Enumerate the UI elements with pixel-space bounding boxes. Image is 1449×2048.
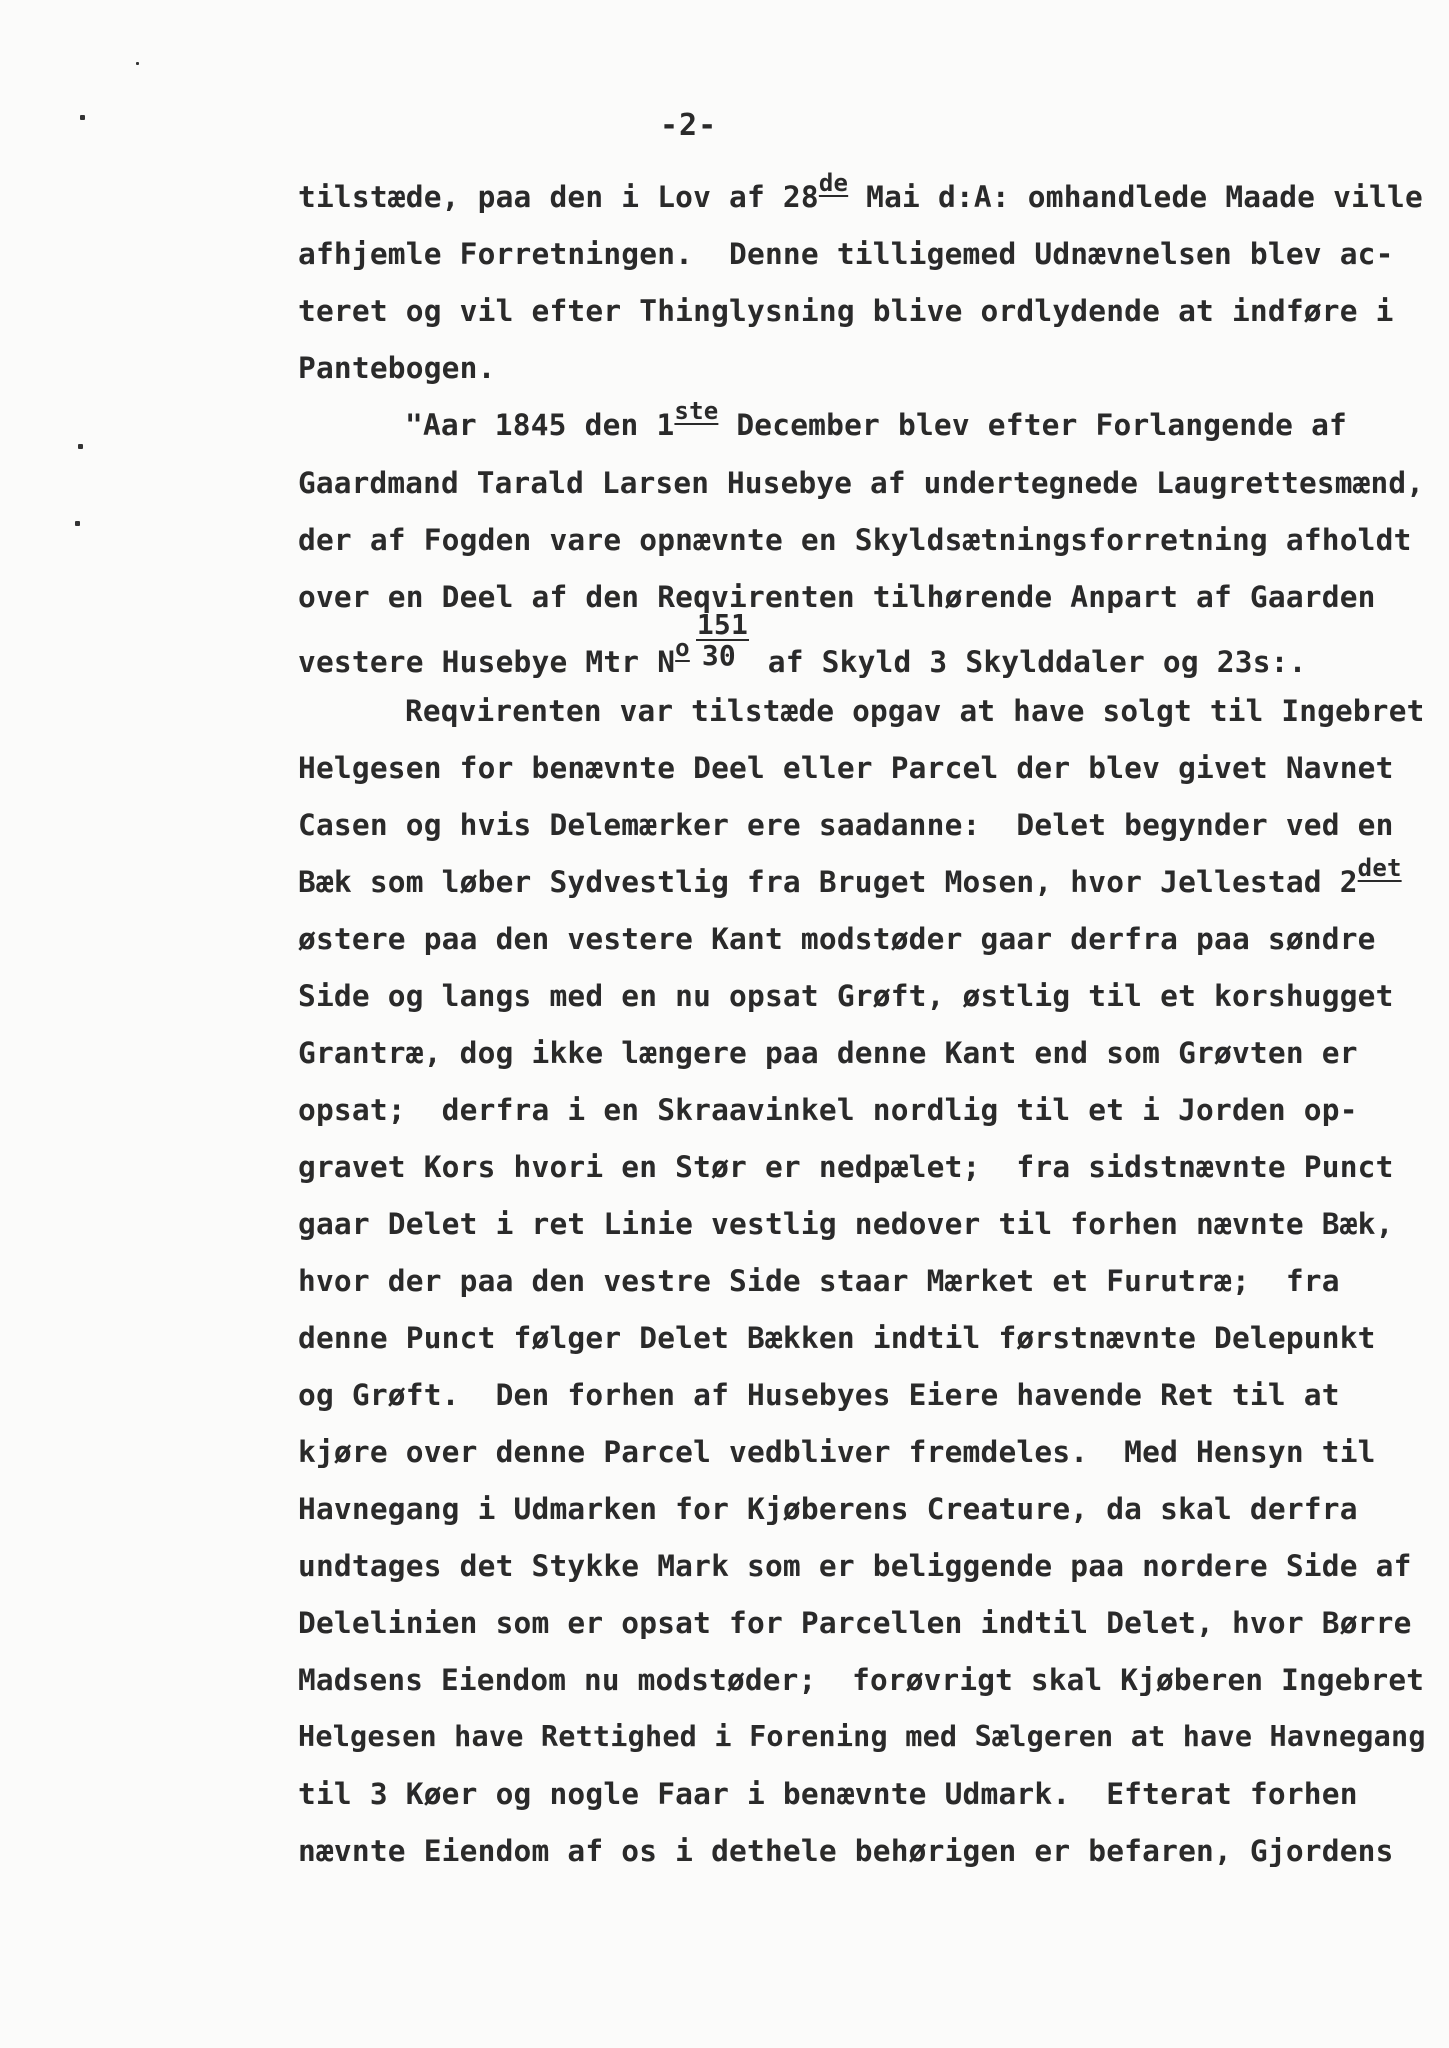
text-line: Grantræ, dog ikke længere paa denne Kant end som Grøvten er bbox=[298, 1036, 1358, 1070]
text-line: afhjemle Forretningen. Denne tilligemed Udnævnelsen blev ac- bbox=[298, 237, 1394, 271]
fraction-numerator: 151 bbox=[696, 608, 749, 641]
text-line: "Aar 1845 den 1ste December blev efter Forlangende af bbox=[405, 397, 1347, 442]
text-line: kjøre over denne Parcel vedbliver fremdeles. Med Hensyn til bbox=[298, 1435, 1376, 1469]
text-line: undtages det Stykke Mark som er beliggende paa nordere Side af bbox=[298, 1549, 1412, 1583]
text-line: hvor der paa den vestre Side staar Mærket et Furutræ; fra bbox=[298, 1264, 1340, 1298]
superscript: det bbox=[1357, 854, 1402, 882]
text-line: Havnegang i Udmarken for Kjøberens Creature, da skal derfra bbox=[298, 1492, 1358, 1526]
text-line: denne Punct følger Delet Bækken indtil førstnævnte Delepunkt bbox=[298, 1321, 1376, 1355]
text-line: tilstæde, paa den i Lov af 28de Mai d:A: omhandlede Maade ville bbox=[298, 169, 1423, 214]
fraction-denominator: 30 bbox=[701, 639, 736, 672]
text-line: og Grøft. Den forhen af Husebyes Eiere havende Ret til at bbox=[298, 1378, 1340, 1412]
text-line: opsat; derfra i en Skraavinkel nordlig til et i Jorden op- bbox=[298, 1093, 1358, 1127]
text-line: teret og vil efter Thinglysning blive ordlydende at indføre i bbox=[298, 294, 1394, 328]
text-line: Delelinien som er opsat for Parcellen indtil Delet, hvor Børre bbox=[298, 1606, 1412, 1640]
superscript: ste bbox=[674, 397, 719, 425]
text-line: Pantebogen. bbox=[298, 351, 496, 385]
text-line: Helgesen for benævnte Deel eller Parcel der blev givet Navnet bbox=[298, 751, 1394, 785]
text-line: Side og langs med en nu opsat Grøft, østlig til et korshugget bbox=[298, 979, 1394, 1013]
text-line: gaar Delet i ret Linie vestlig nedover til forhen nævnte Bæk, bbox=[298, 1207, 1394, 1241]
text-line: nævnte Eiendom af os i dethele behørigen er befaren, Gjordens bbox=[298, 1834, 1394, 1868]
text-line: der af Fogden vare opnævnte en Skyldsætningsforretning afholdt bbox=[298, 523, 1412, 557]
text-line: Casen og hvis Delemærker ere saadanne: Delet begynder ved en bbox=[298, 808, 1394, 842]
superscript: o bbox=[675, 634, 690, 662]
text-line: østere paa den vestere Kant modstøder gaar derfra paa søndre bbox=[298, 922, 1376, 956]
text-line: Gaardmand Tarald Larsen Husebye af undertegnede Laugrettesmænd, bbox=[298, 466, 1425, 500]
text-line: Reqvirenten var tilstæde opgav at have solgt til Ingebret bbox=[405, 694, 1425, 728]
text-line: Bæk som løber Sydvestlig fra Bruget Mosen, hvor Jellestad 2det bbox=[298, 854, 1402, 899]
text-line: Helgesen have Rettighed i Forening med Sælgeren at have Havnegang bbox=[298, 1720, 1426, 1753]
margin-mark bbox=[80, 115, 85, 120]
text-line: vestere Husebye Mtr No $\frac{151}{30}$ af Skyld 3 Skylddaler og 23s:. bbox=[298, 608, 1307, 679]
text-line: Madsens Eiendom nu modstøder; forøvrigt skal Kjøberen Ingebret bbox=[298, 1663, 1425, 1697]
page-number: -2- bbox=[660, 108, 718, 143]
margin-mark bbox=[75, 521, 80, 526]
margin-mark bbox=[136, 62, 139, 65]
text-line: til 3 Køer og nogle Faar i benævnte Udmark. Efterat forhen bbox=[298, 1777, 1358, 1811]
superscript: de bbox=[818, 169, 849, 197]
text-line: over en Deel af den Reqvirenten tilhørende Anpart af Gaarden bbox=[298, 580, 1376, 614]
fraction bbox=[694, 608, 750, 672]
margin-mark bbox=[78, 444, 83, 449]
text-line: gravet Kors hvori en Stør er nedpælet; fra sidstnævnte Punct bbox=[298, 1150, 1394, 1184]
